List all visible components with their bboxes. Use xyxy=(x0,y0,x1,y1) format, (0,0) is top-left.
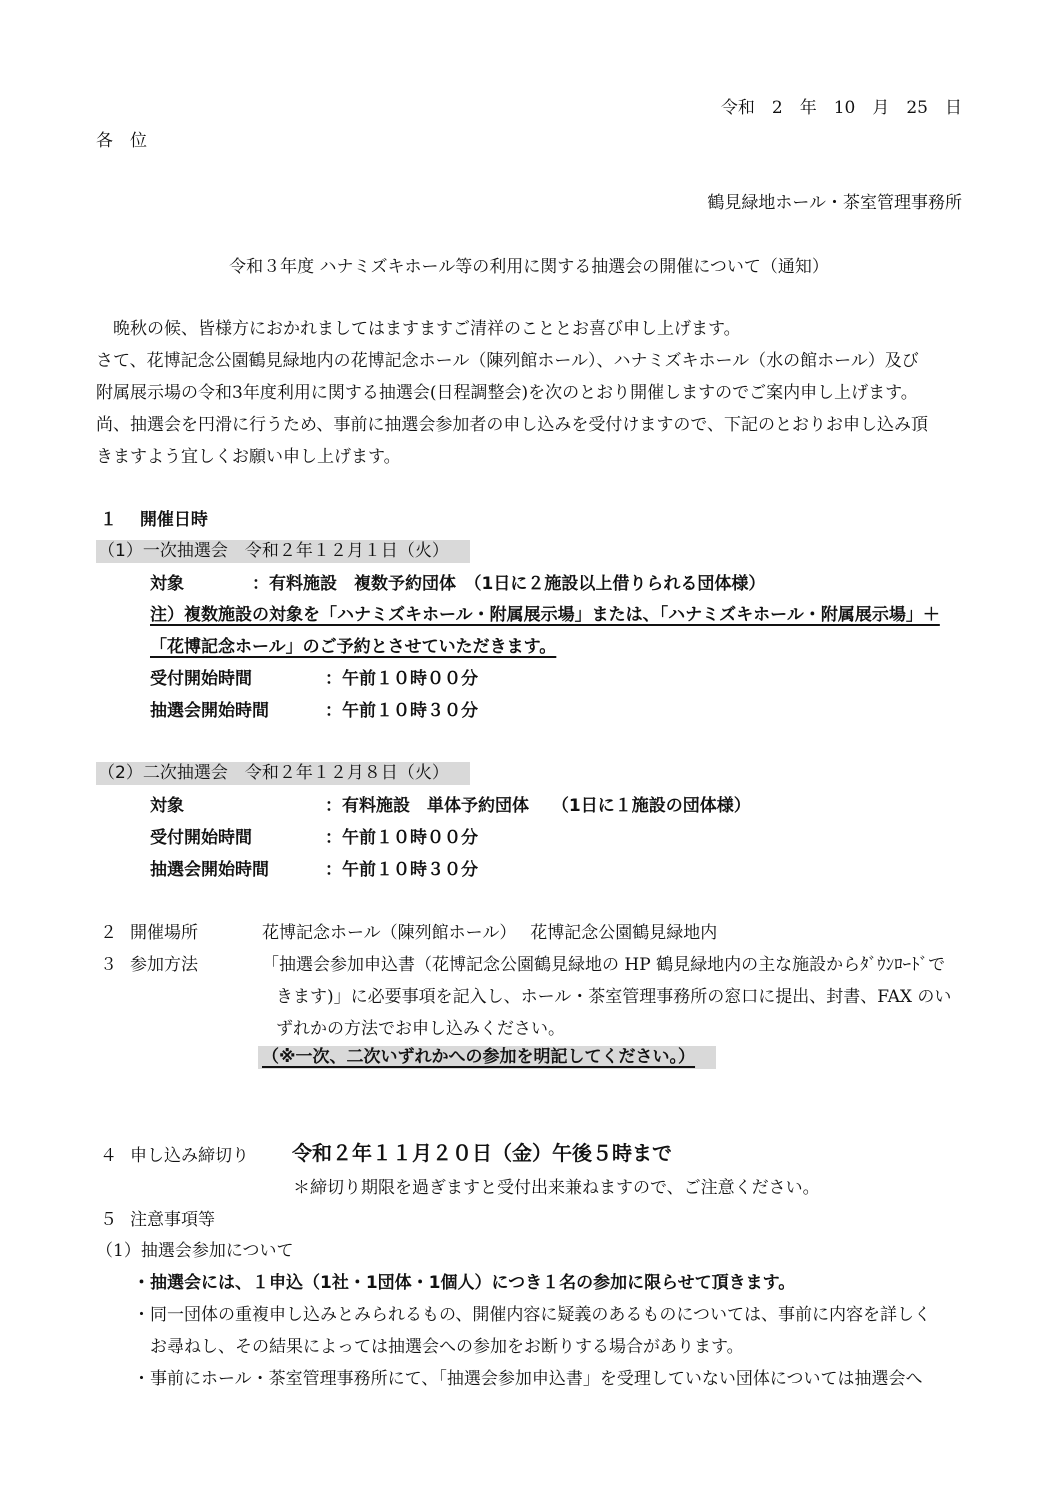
section-4-label: 申し込み締切り xyxy=(130,1146,249,1166)
second-target-label: 対象 xyxy=(150,796,184,816)
deadline-note: ＊締切り期限を過ぎますと受付出来兼ねますので、ご注意ください。 xyxy=(293,1178,820,1198)
first-note-line-1: 注）複数施設の対象を「ハナミズキホール・附属展示場」または、「ハナミズキホール・附属展示場」＋ xyxy=(150,605,940,625)
first-target-label: 対象 xyxy=(150,574,184,594)
method-line-2: きます)」に必要事項を記入し、ホール・茶室管理事務所の窓口に提出、封書、FAX のい xyxy=(276,987,952,1007)
note-bullet-3: ・事前にホール・茶室管理事務所にて、「抽選会参加申込書」を受理していない団体については抽選会へ xyxy=(133,1369,923,1389)
section-4-number: ４ xyxy=(100,1146,117,1166)
section-3-number: ３ xyxy=(100,955,117,975)
method-line-3: ずれかの方法でお申し込みください。 xyxy=(276,1019,565,1039)
first-reception-label: 受付開始時間 xyxy=(150,669,252,689)
first-lottery-heading: （1）一次抽選会 令和２年１２月１日（火） xyxy=(98,541,449,561)
section-5-number: ５ xyxy=(100,1210,117,1230)
first-target-value: ：有料施設 複数予約団体 （1日に２施設以上借りられる団体様） xyxy=(252,574,766,594)
first-start-value: ：午前１０時３０分 xyxy=(325,701,478,721)
section-1-heading: １ 開催日時 xyxy=(100,510,208,530)
intro-line-2: さて、花博記念公園鶴見緑地内の花博記念ホール（陳列館ホール）、ハナミズキホール（水の館ホール）及び xyxy=(96,351,919,371)
method-note: （※一次、二次いずれかへの参加を明記してください。） xyxy=(262,1047,696,1067)
intro-line-4: 尚、抽選会を円滑に行うため、事前に抽選会参加者の申し込みを受付けますので、下記のとおりお申し込み頂 xyxy=(96,415,928,435)
intro-line-1: 晩秋の候、皆様方におかれましてはますますご清祥のこととお喜び申し上げます。 xyxy=(113,319,741,339)
second-reception-value: ：午前１０時００分 xyxy=(325,828,478,848)
venue-value: 花博記念ホール（陳列館ホール） 花博記念公園鶴見緑地内 xyxy=(262,923,718,943)
second-target-value: ：有料施設 単体予約団体 （1日に１施設の団体様） xyxy=(325,796,751,816)
note-bullet-2-line-1: ・同一団体の重複申し込みとみられるもの、開催内容に疑義のあるものについては、事前に内容を詳しく xyxy=(133,1305,931,1325)
addressee: 各 位 xyxy=(96,131,147,151)
intro-line-3: 附属展示場の令和3年度利用に関する抽選会(日程調整会)を次のとおり開催しますのでご案内申し上げます。 xyxy=(96,383,918,403)
intro-line-5: きますよう宜しくお願い申し上げます。 xyxy=(96,447,401,467)
section-5-label: 注意事項等 xyxy=(130,1210,215,1230)
document-date: 令和 2 年 10 月 25 日 xyxy=(720,98,962,118)
second-start-value: ：午前１０時３０分 xyxy=(325,860,478,880)
notes-sub-heading: （1）抽選会参加について xyxy=(96,1241,294,1261)
note-bullet-2-line-2: お尋ねし、その結果によっては抽選会への参加をお断りする場合があります。 xyxy=(150,1337,744,1357)
second-start-label: 抽選会開始時間 xyxy=(150,860,269,880)
document-title: 令和３年度 ハナミズキホール等の利用に関する抽選会の開催について（通知） xyxy=(229,257,829,277)
second-lottery-heading: （2）二次抽選会 令和２年１２月８日（火） xyxy=(98,763,449,783)
section-2-number: ２ xyxy=(100,923,117,943)
section-3-label: 参加方法 xyxy=(130,955,198,975)
first-start-label: 抽選会開始時間 xyxy=(150,701,269,721)
second-reception-label: 受付開始時間 xyxy=(150,828,252,848)
note-bullet-1: ・抽選会には、１申込（1社・1団体・1個人）につき１名の参加に限らせて頂きます。 xyxy=(133,1273,796,1293)
deadline-value: 令和２年１１月２０日（金）午後５時まで xyxy=(292,1141,672,1165)
method-line-1: 「抽選会参加申込書（花博記念公園鶴見緑地の HP 鶴見緑地内の主な施設からﾀﾞｳﾝﾛｰﾄﾞで xyxy=(262,955,946,975)
sender: 鶴見緑地ホール・茶室管理事務所 xyxy=(707,193,962,213)
first-note-line-2: 「花博記念ホール」のご予約とさせていただきます。 xyxy=(150,637,557,657)
section-2-label: 開催場所 xyxy=(130,923,198,943)
first-reception-value: ：午前１０時００分 xyxy=(325,669,478,689)
